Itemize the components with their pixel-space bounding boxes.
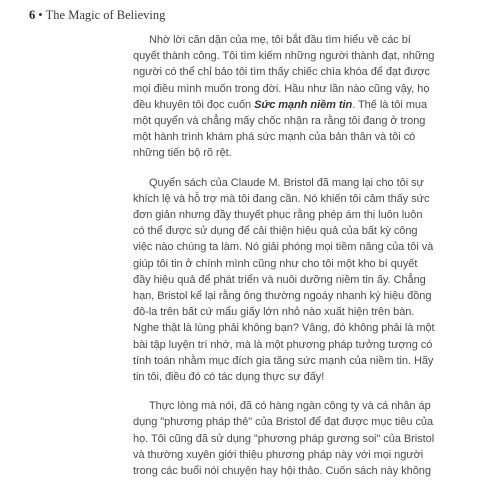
text-line: tính toán nhằm mục đích gia tăng sức mạnh của niềm tin. Hãy — [133, 354, 434, 367]
header-separator: • — [38, 8, 43, 22]
book-title: The Magic of Believing — [45, 8, 166, 22]
text-line: đô-la trên bất cứ mẩu giấy lớn nhỏ nào xuất hiện trên bàn. — [133, 306, 415, 319]
text-line: đơn giản nhưng đầy thuyết phục rằng phép ám thị luôn luôn — [133, 209, 423, 222]
paragraph-1 — [133, 32, 479, 162]
text-line: việc nào chúng ta làm. Nó giải phóng mọi tiềm năng của tôi và — [133, 241, 434, 254]
text-line: quyết thành công. Tôi tìm kiếm những người thành đạt, những — [133, 50, 435, 63]
text-line: mọi điều mình muốn trong đời. Hầu như lần nào cũng vậy, họ — [133, 82, 430, 95]
text-line: dụng "phương pháp thẻ" của Bristol để đạt được mục tiêu của — [133, 416, 434, 429]
text-line: giúp tôi tin ở chính mình cũng như cho tôi một kho bí quyết — [133, 257, 418, 270]
page-number: 6 — [29, 8, 36, 22]
running-header — [29, 8, 165, 23]
text-segment: . Thế là tôi mua — [352, 98, 428, 111]
body-text — [133, 32, 479, 492]
text-line: một hành trình khám phá sức mạnh của bản thân và tôi có — [133, 131, 416, 144]
text-line: hạn, Bristol kể lại rằng ông thường ngoáy nhanh ký hiệu đồng — [133, 290, 432, 303]
text-line: tin tôi, điều đó có tác dụng thực sự đấy! — [133, 371, 325, 384]
text-line: Nhờ lời căn dặn của mẹ, tôi bắt đầu tìm hiểu về các bí — [149, 34, 411, 46]
text-line: họ. Tôi cũng đã sử dụng "phương pháp gương soi" của Bristol — [133, 432, 435, 445]
text-line: một quyển và chẳng mấy chốc nhận ra rằng tôi đang ở trong — [133, 115, 426, 128]
text-line: người có thể chỉ bảo tôi tìm thấy chiếc chìa khóa để đạt được — [133, 66, 430, 79]
text-line: Nghe thật là lùng phải không bạn? Vâng, đó không phải là một — [133, 322, 435, 335]
text-line-with-emphasis — [133, 97, 479, 113]
text-line: đầy hiệu quả để phát triển và nuôi dưỡng niềm tin ấy. Chẳng — [133, 273, 426, 286]
text-segment: đều khuyên tôi đọc cuốn — [133, 98, 255, 111]
text-line: bài tập luyện trí nhớ, mà là một phương pháp tưởng tượng có — [133, 338, 433, 351]
text-line: trong các buổi nói chuyện hay hội thảo. Cuốn sách này không — [133, 465, 431, 478]
text-line: và thường xuyên giới thiệu phương pháp này với mọi người — [133, 448, 424, 461]
text-line: Quyển sách của Claude M. Bristol đã mang lại cho tôi sự — [149, 176, 424, 189]
text-line: Thực lòng mà nói, đã có hàng ngàn công ty và cá nhân áp — [149, 400, 431, 413]
text-line: khích lệ và hỗ trợ mà tôi đang cần. Nó khiến tôi cảm thấy sức — [133, 192, 430, 205]
text-line: có thể được sử dụng để cải thiện hiệu quả của bất kỳ công — [133, 225, 418, 238]
text-line: những tiến bộ rõ rệt. — [133, 147, 232, 160]
book-title-emphasis: Sức mạnh niềm tin — [254, 98, 353, 111]
paragraph-2 — [133, 175, 479, 386]
paragraph-3 — [133, 398, 479, 479]
